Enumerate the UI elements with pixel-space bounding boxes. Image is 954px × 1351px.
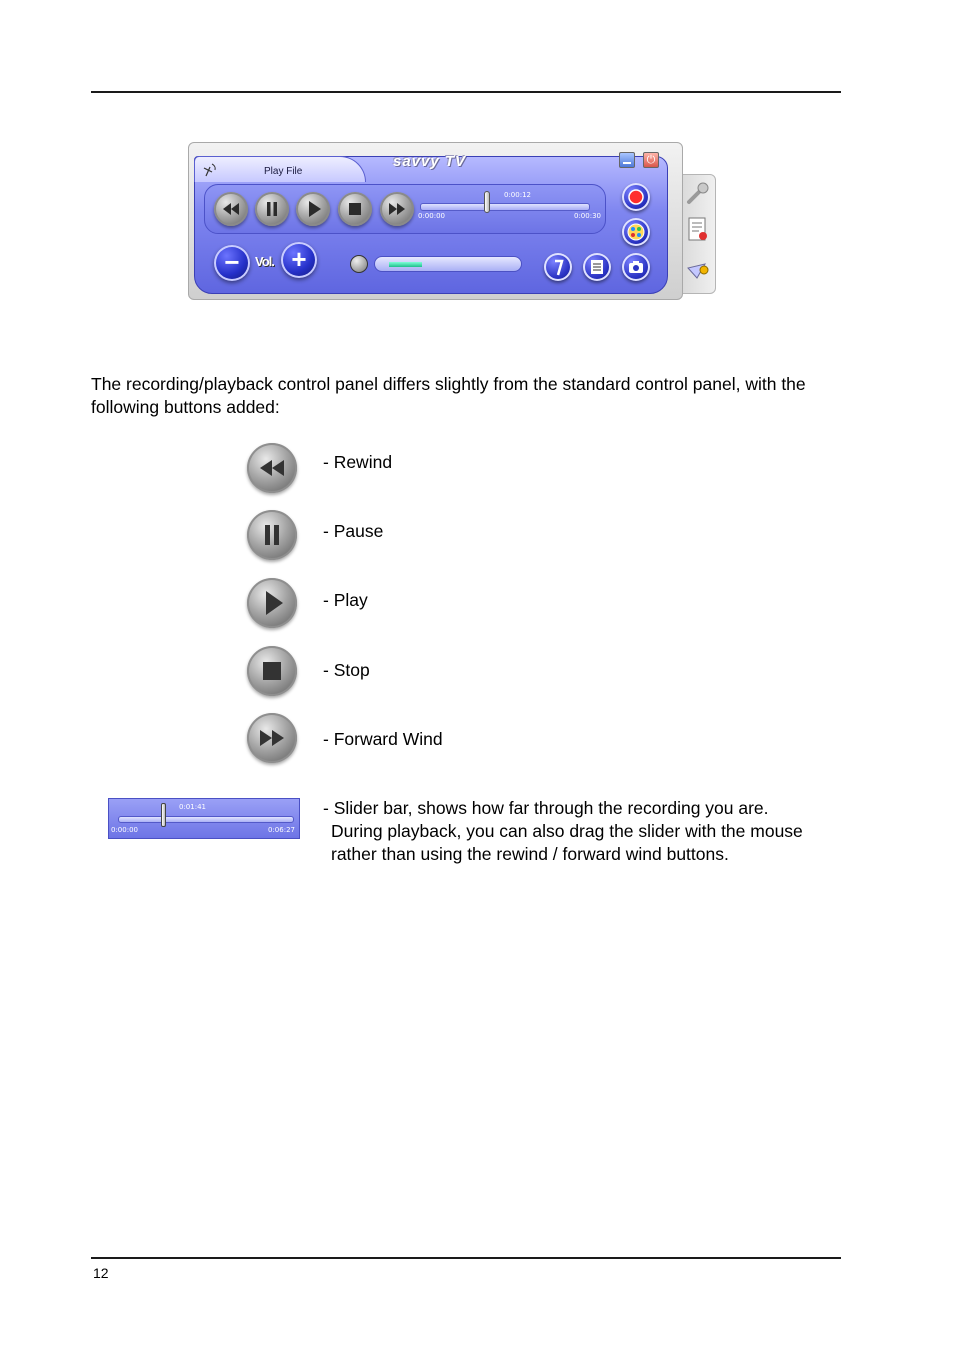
seek-track[interactable] [420, 203, 590, 211]
seek-start-time: 0:00:00 [418, 212, 445, 220]
legend-pause-label: - Pause [323, 521, 384, 541]
slider-thumb [161, 803, 166, 827]
signal-meter-fill [389, 262, 422, 267]
wrench-icon[interactable] [685, 180, 711, 206]
brand-logo: savvy TV [393, 153, 467, 170]
record-icon [622, 183, 650, 211]
slider-description-line: - Slider bar, shows how far through the recording you are. [323, 798, 769, 818]
seek-thumb[interactable] [484, 191, 490, 213]
snapshot-button[interactable] [622, 253, 650, 281]
volume-label: Vol. [255, 254, 274, 269]
power-icon: ⏻ [646, 154, 656, 166]
minimize-button[interactable] [619, 152, 635, 168]
pause-icon [255, 192, 289, 226]
forward-wind-icon [380, 192, 414, 226]
record-button[interactable] [622, 183, 650, 211]
rewind-button[interactable] [214, 192, 248, 226]
antenna-icon [202, 162, 218, 178]
bottom-rule [91, 1257, 841, 1259]
top-rule [91, 91, 841, 93]
audio-knob-icon[interactable] [350, 255, 368, 273]
channel-list-button[interactable] [583, 253, 611, 281]
tab-title: Play File [264, 166, 303, 177]
info-button[interactable] [544, 253, 572, 281]
pause-button[interactable] [255, 192, 289, 226]
stop-button-illustration [247, 646, 297, 696]
play-button-illustration [247, 578, 297, 628]
channel-list-icon [583, 253, 611, 281]
slider-end-time: 0:06:27 [268, 826, 295, 834]
intro-paragraph: The recording/playback control panel differs slightly from the standard control panel, with the following buttons added: [91, 374, 806, 417]
rewind-icon [247, 443, 297, 493]
pause-button-illustration [247, 510, 297, 560]
play-icon [247, 578, 297, 628]
stop-icon [247, 646, 297, 696]
play-button[interactable] [296, 192, 330, 226]
power-button[interactable] [643, 152, 659, 168]
playback-control-panel [188, 142, 714, 302]
forward-wind-icon [247, 713, 297, 763]
slider-description [323, 797, 843, 866]
legend-stop-label: - Stop [323, 660, 370, 680]
rewind-button-illustration [247, 443, 297, 493]
satellite-icon[interactable] [685, 258, 711, 284]
camera-icon [622, 253, 650, 281]
forward-wind-button-illustration [247, 713, 297, 763]
slider-description-line: During playback, you can also drag the slider with the mouse [331, 821, 803, 841]
schedule-list-icon[interactable] [685, 216, 711, 242]
plus-icon: + [291, 244, 307, 274]
volume-down-button[interactable] [214, 245, 250, 281]
seek-elapsed-time: 0:00:12 [504, 191, 531, 199]
slider-description-line: rather than using the rewind / forward wind buttons. [331, 844, 729, 864]
stop-icon [338, 192, 372, 226]
forward-wind-button[interactable] [380, 192, 414, 226]
media-button[interactable] [622, 218, 650, 246]
slider-start-time: 0:00:00 [111, 826, 138, 834]
seek-end-time: 0:00:30 [574, 212, 601, 220]
pause-icon [247, 510, 297, 560]
stop-button[interactable] [338, 192, 372, 226]
rewind-icon [214, 192, 248, 226]
legend-play-label: - Play [323, 590, 368, 610]
legend-forward-wind-label: - Forward Wind [323, 729, 443, 749]
page-number: 12 [93, 1265, 109, 1281]
film-reel-icon [622, 218, 650, 246]
volume-up-button[interactable] [281, 242, 317, 278]
legend-rewind-label: - Rewind [323, 452, 393, 472]
minus-icon: − [224, 247, 240, 277]
info-icon [544, 253, 572, 281]
play-icon [296, 192, 330, 226]
slider-elapsed-time: 0:01:41 [179, 803, 206, 811]
slider-track [118, 816, 294, 823]
